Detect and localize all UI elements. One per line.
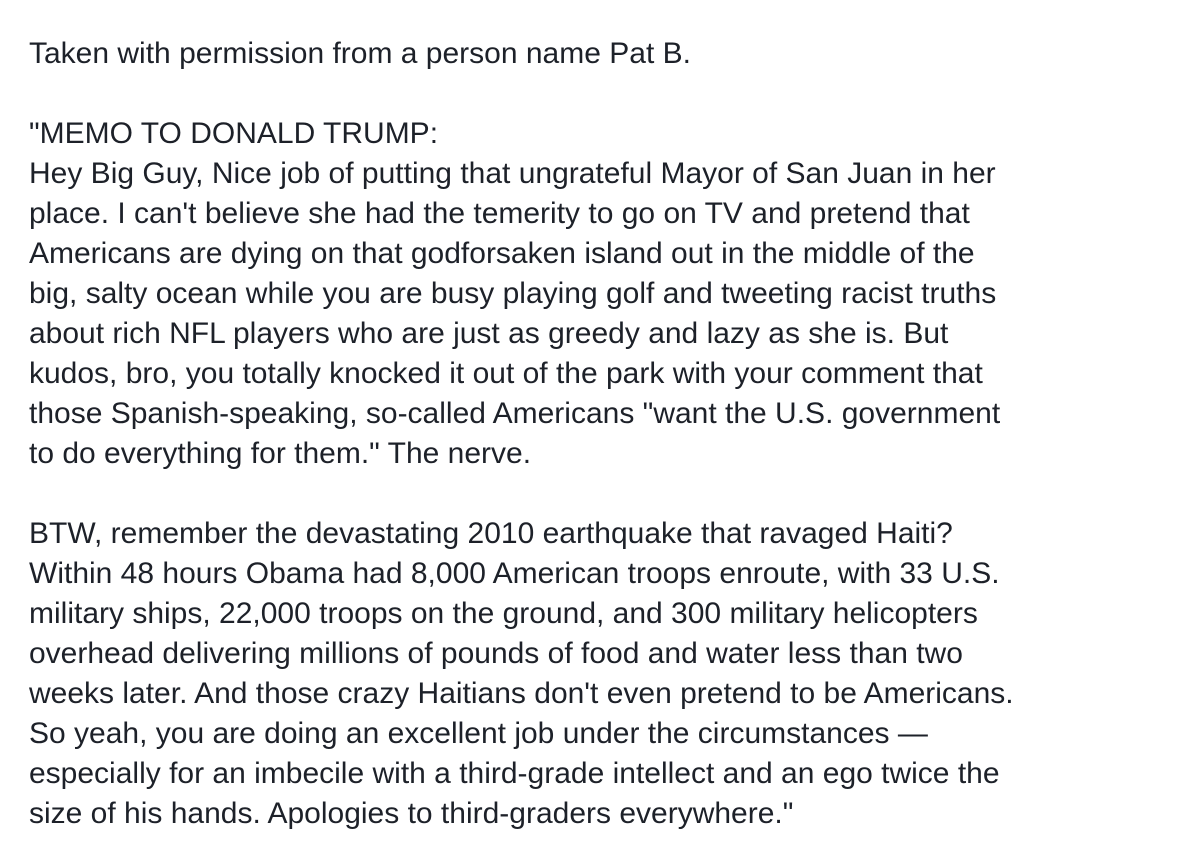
memo-line: those Spanish-speaking, so-called Americans "want the U.S. government bbox=[29, 397, 1001, 430]
memo-line: to do everything for them." The nerve. bbox=[29, 437, 532, 470]
memo-line: big, salty ocean while you are busy playing golf and tweeting racist truths bbox=[29, 277, 997, 310]
paragraph-gap bbox=[29, 474, 1189, 514]
memo-line: about rich NFL players who are just as greedy and lazy as she is. But bbox=[29, 317, 949, 350]
btw-line: size of his hands. Apologies to third-graders everywhere." bbox=[29, 797, 794, 830]
btw-line: weeks later. And those crazy Haitians don't even pretend to be Americans. bbox=[29, 677, 1014, 710]
btw-line: especially for an imbecile with a third-grade intellect and an ego twice the bbox=[29, 757, 1000, 790]
btw-line: BTW, remember the devastating 2010 earthquake that ravaged Haiti? bbox=[29, 517, 953, 550]
memo-line: Hey Big Guy, Nice job of putting that ungrateful Mayor of San Juan in her bbox=[29, 157, 996, 190]
post-text bbox=[29, 34, 1189, 834]
memo-line: kudos, bro, you totally knocked it out of the park with your comment that bbox=[29, 357, 983, 390]
memo-line: place. I can't believe she had the temerity to go on TV and pretend that bbox=[29, 197, 970, 230]
btw-line: So yeah, you are doing an excellent job under the circumstances — bbox=[29, 717, 928, 750]
intro-line: Taken with permission from a person name Pat B. bbox=[29, 37, 691, 70]
memo-paragraph bbox=[29, 114, 1189, 474]
btw-line: Within 48 hours Obama had 8,000 American troops enroute, with 33 U.S. bbox=[29, 557, 1000, 590]
paragraph-gap bbox=[29, 74, 1189, 114]
btw-line: military ships, 22,000 troops on the ground, and 300 military helicopters bbox=[29, 597, 978, 630]
memo-heading: "MEMO TO DONALD TRUMP: bbox=[29, 117, 439, 150]
btw-paragraph bbox=[29, 514, 1189, 834]
btw-line: overhead delivering millions of pounds of food and water less than two bbox=[29, 637, 963, 670]
memo-line: Americans are dying on that godforsaken island out in the middle of the bbox=[29, 237, 975, 270]
